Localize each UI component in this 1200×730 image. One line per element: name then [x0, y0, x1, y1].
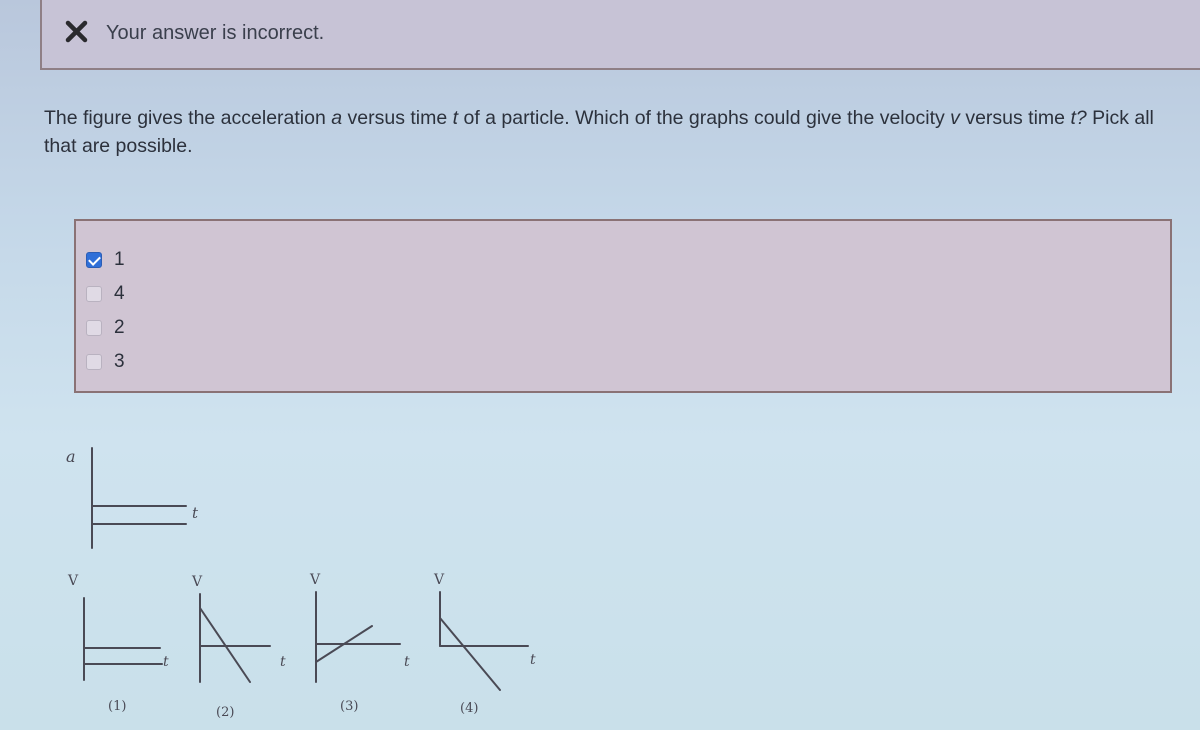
choice-label: 2: [114, 317, 125, 338]
choice-label: 3: [114, 351, 125, 372]
graph2-y-label: V: [192, 574, 203, 590]
graph1-caption: (1): [108, 699, 127, 714]
graph1-x-label: t: [163, 654, 169, 670]
graph4-caption: (4): [460, 701, 479, 716]
choice-label: 4: [114, 283, 125, 304]
feedback-message: Your answer is incorrect.: [106, 22, 325, 44]
choice-2[interactable]: [86, 315, 125, 341]
velocity-graph-1: [67, 573, 169, 714]
graph2-caption: (2): [216, 705, 235, 720]
checkbox[interactable]: [86, 320, 102, 336]
velocity-graph-2: [191, 574, 286, 720]
question-text: The figure gives the acceleration a versus time t of a particle. Which of the graphs could give the velocity v versus time t? Pick all that are possible.: [44, 107, 1154, 157]
choice-1[interactable]: [86, 247, 125, 273]
accel-x-label: t: [192, 504, 199, 522]
graph1-y-label: V: [68, 573, 79, 589]
acceleration-graph: [66, 447, 199, 548]
question-figure: [0, 400, 600, 730]
feedback-banner: [40, 0, 1200, 70]
graph3-caption: (3): [340, 699, 359, 714]
velocity-graph-3: [309, 572, 410, 714]
checkbox[interactable]: [86, 354, 102, 370]
close-icon: [64, 18, 90, 44]
checkbox-checked[interactable]: [86, 252, 102, 268]
graph2-x-label: t: [280, 654, 286, 670]
checkbox[interactable]: [86, 286, 102, 302]
graph4-x-label: t: [530, 652, 536, 668]
velocity-graph-4: [433, 572, 536, 716]
graph3-x-label: t: [404, 654, 410, 670]
choice-label: 1: [114, 249, 125, 270]
graph3-y-label: V: [310, 572, 321, 588]
answer-choices: [74, 219, 1172, 393]
choice-4[interactable]: [86, 281, 125, 307]
choice-3[interactable]: [86, 349, 125, 375]
accel-y-label: a: [66, 447, 76, 466]
graph4-y-label: V: [434, 572, 445, 588]
